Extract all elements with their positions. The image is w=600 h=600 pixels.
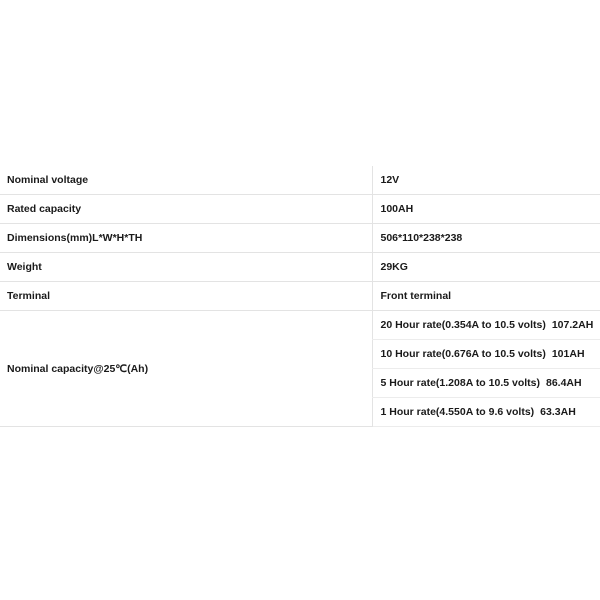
spec-row-nominal-voltage: [0, 166, 600, 195]
capacity-rate-cell: [372, 340, 600, 369]
spec-row-weight: [0, 253, 600, 282]
spec-value: 100AH: [372, 195, 600, 224]
spec-value: 12V: [372, 166, 600, 195]
spec-table: [0, 166, 600, 427]
spec-label: Dimensions(mm)L*W*H*TH: [0, 224, 372, 253]
spec-label: Nominal capacity@25℃(Ah): [0, 311, 372, 427]
rate-condition: 1 Hour rate(4.550A to 9.6 volts): [380, 406, 535, 418]
spec-value: 29KG: [372, 253, 600, 282]
spec-row-rated-capacity: [0, 195, 600, 224]
spec-value: 506*110*238*238: [372, 224, 600, 253]
spec-label: Rated capacity: [0, 195, 372, 224]
rate-condition: 10 Hour rate(0.676A to 10.5 volts): [380, 348, 546, 360]
capacity-rate-cell: [372, 398, 600, 427]
spec-label: Terminal: [0, 282, 372, 311]
spec-value: Front terminal: [372, 282, 600, 311]
rate-value: 101AH: [551, 348, 585, 360]
rate-value: 86.4AH: [546, 377, 582, 389]
spec-label: Weight: [0, 253, 372, 282]
rate-value: 107.2AH: [551, 319, 594, 331]
rate-condition: 5 Hour rate(1.208A to 10.5 volts): [380, 377, 540, 389]
rate-condition: 20 Hour rate(0.354A to 10.5 volts): [380, 319, 546, 331]
spec-label: Nominal voltage: [0, 166, 372, 195]
capacity-rate-cell: [372, 311, 600, 340]
spec-row-capacity-20h: [0, 311, 600, 340]
spec-row-dimensions: [0, 224, 600, 253]
capacity-rate-cell: [372, 369, 600, 398]
rate-value: 63.3AH: [540, 406, 576, 418]
spec-row-terminal: [0, 282, 600, 311]
